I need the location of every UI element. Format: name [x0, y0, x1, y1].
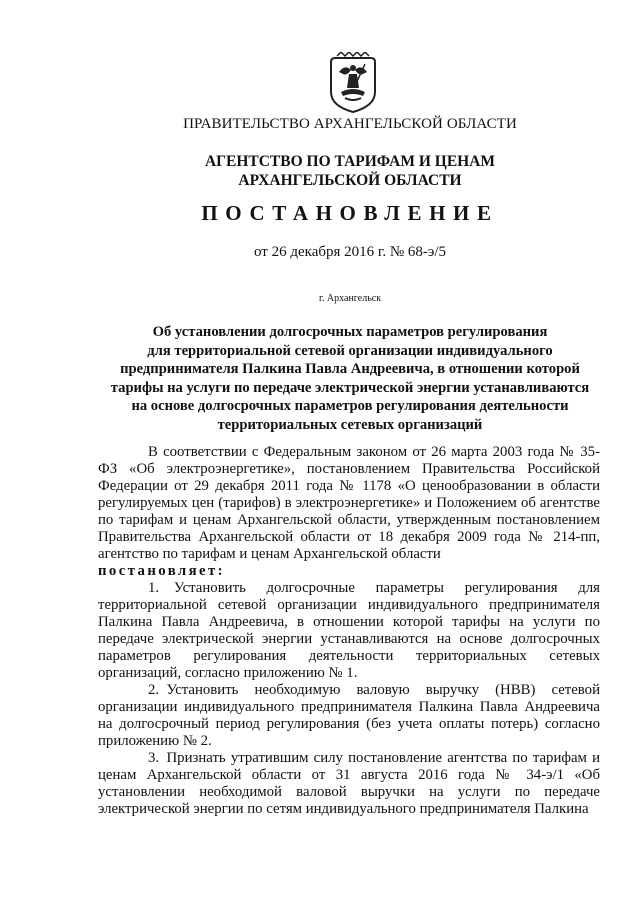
title-line: территориальных сетевых организаций: [217, 416, 483, 433]
resolves-line: [98, 563, 600, 580]
document-city: г. Архангельск: [318, 293, 382, 304]
item-1-paragraph: 1. Установить долгосрочные параметры регулирования для территориальной сетевой организации индивидуального предпринимателя Палкина Павла Андреевича, в отношении которой тарифы на услуги по передаче электрической энергии устанавливаются на основе долгосрочных параметров регулирования деятельности территориальных сетевых организаций, согласно приложению № 1.: [98, 580, 600, 681]
title-line: предпринимателя Палкина Павла Андреевича, в отношении которой: [120, 361, 580, 377]
document-date-number: от 26 декабря 2016 г. № 68-э/5: [253, 244, 447, 260]
resolves-word: постановляет:: [98, 563, 225, 579]
item-3-paragraph: 3. Признать утратившим силу постановление агентства по тарифам и ценам Архангельской области от 31 августа 2016 года № 34-э/1 «Об установлении необходимой валовой выручки на услуги по передаче электрической энергии по сетям индивидуального предпринимателя Палкина: [98, 750, 600, 817]
agency-name-line: АРХАНГЕЛЬСКОЙ ОБЛАСТИ: [238, 172, 462, 189]
government-name: ПРАВИТЕЛЬСТВО АРХАНГЕЛЬСКОЙ ОБЛАСТИ: [183, 116, 517, 132]
document-body: [98, 444, 600, 818]
preamble-paragraph: В соответствии с Федеральным законом от 26 марта 2003 года № 35-ФЗ «Об электроэнергетике», постановлением Правительства Российской Федерации от 29 декабря 2011 года № 1178 «О ценообразовании в области регулируемых цен (тарифов) в электроэнергетике» и Положением об агентстве по тарифам и ценам Архангельской области, утвержденным постановлением Правительства Архангельской области от 18 декабря 2009 года № 214-пп, агентство по тарифам и ценам Архангельской области: [98, 444, 600, 562]
document-type: ПОСТАНОВЛЕНИЕ: [201, 201, 499, 225]
agency-name-line: АГЕНТСТВО ПО ТАРИФАМ И ЦЕНАМ: [204, 153, 496, 170]
title-line: тарифы на услуги по передаче электрической энергии устанавливаются: [110, 379, 590, 396]
title-line: Об установлении долгосрочных параметров регулирования: [152, 324, 548, 340]
title-line: для территориальной сетевой организации индивидуального: [147, 342, 553, 359]
agency-name: [0, 152, 640, 190]
item-2-paragraph: 2. Установить необходимую валовую выручку (НВВ) сетевой организации индивидуального предпринимателя Палкина Павла Андреевича на долгосрочный период регулирования (без учета оплаты потерь) согласно приложению № 2.: [98, 682, 600, 749]
document-title: [0, 323, 640, 434]
arkhangelsk-coat-of-arms-icon: [327, 52, 379, 114]
title-line: на основе долгосрочных параметров регулирования деятельности: [131, 398, 569, 414]
